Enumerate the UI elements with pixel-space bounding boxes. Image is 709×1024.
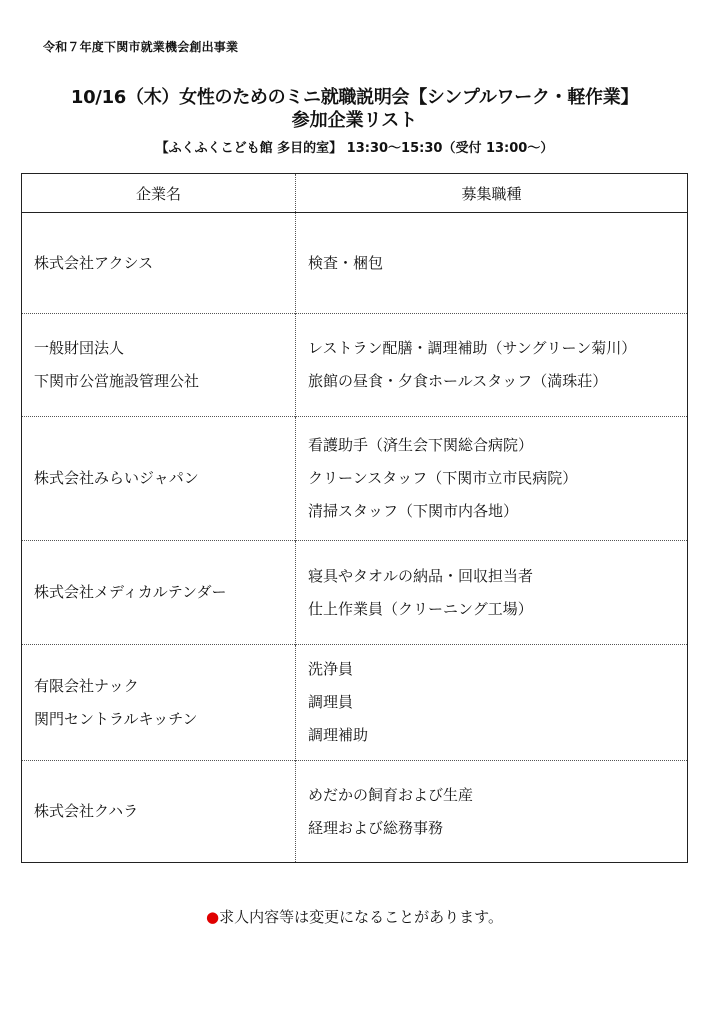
table-row [22, 761, 688, 863]
list-title: 参加企業リスト [291, 110, 418, 131]
change-notice [0, 906, 709, 927]
job-title: 経理および総務事務 [308, 818, 444, 837]
company-cell [22, 314, 296, 417]
job-title: 仕上作業員（クリーニング工場） [308, 599, 533, 618]
event-title: 10/16（木）女性のためのミニ就職説明会【シンプルワーク・軽作業】 [70, 87, 639, 108]
company-name: 株式会社みらいジャパン [34, 469, 199, 487]
job-title: 看護助手（済生会下関総合病院） [308, 436, 534, 454]
jobs-cell [296, 417, 688, 541]
job-title: めだかの飼育および生産 [308, 785, 474, 804]
header-company: 企業名 [22, 174, 296, 213]
jobs-cell [296, 314, 688, 417]
red-bullet-icon: ● [206, 908, 220, 926]
venue-time: 【ふくふくこども館 多目的室】 13:30～15:30（受付 13:00～） [155, 141, 554, 156]
company-table [21, 173, 688, 863]
job-title: 調理補助 [308, 726, 369, 744]
table-row [22, 213, 688, 314]
header-jobs: 募集職種 [296, 174, 688, 213]
job-title: 検査・梱包 [308, 253, 384, 272]
job-title: 洗浄員 [308, 660, 354, 678]
table-row [22, 314, 688, 417]
jobs-cell [296, 645, 688, 761]
table-row [22, 541, 688, 645]
table-row [22, 417, 688, 541]
table-row [22, 645, 688, 761]
company-name: 株式会社アクシス [34, 253, 154, 272]
job-title: 調理員 [308, 693, 354, 711]
job-title: クリーンスタッフ（下関市立市民病院） [308, 469, 578, 487]
notice-text: 求人内容等は変更になることがあります。 [219, 908, 503, 926]
job-title: 旅館の昼食・夕食ホールスタッフ（満珠荘） [308, 372, 608, 390]
job-title: 清掃スタッフ（下関市内各地） [308, 502, 519, 520]
company-name: 株式会社クハラ [34, 802, 139, 820]
company-cell [22, 761, 296, 863]
table-header-row [22, 174, 688, 213]
jobs-cell [296, 213, 688, 314]
company-cell [22, 645, 296, 761]
program-name: 令和７年度下関市就業機会創出事業 [43, 40, 239, 54]
company-cell [22, 213, 296, 314]
job-title: 寝具やタオルの納品・回収担当者 [308, 566, 534, 585]
company-cell [22, 417, 296, 541]
company-name: 下関市公営施設管理公社 [34, 372, 200, 390]
company-name: 関門セントラルキッチン [34, 709, 198, 728]
jobs-cell [296, 761, 688, 863]
company-name: 一般財団法人 [34, 339, 125, 357]
company-cell [22, 541, 296, 645]
company-name: 株式会社メディカルテンダー [34, 583, 227, 601]
company-name: 有限会社ナック [34, 676, 139, 695]
jobs-cell [296, 541, 688, 645]
job-title: レストラン配膳・調理補助（サングリーン菊川） [308, 339, 637, 357]
